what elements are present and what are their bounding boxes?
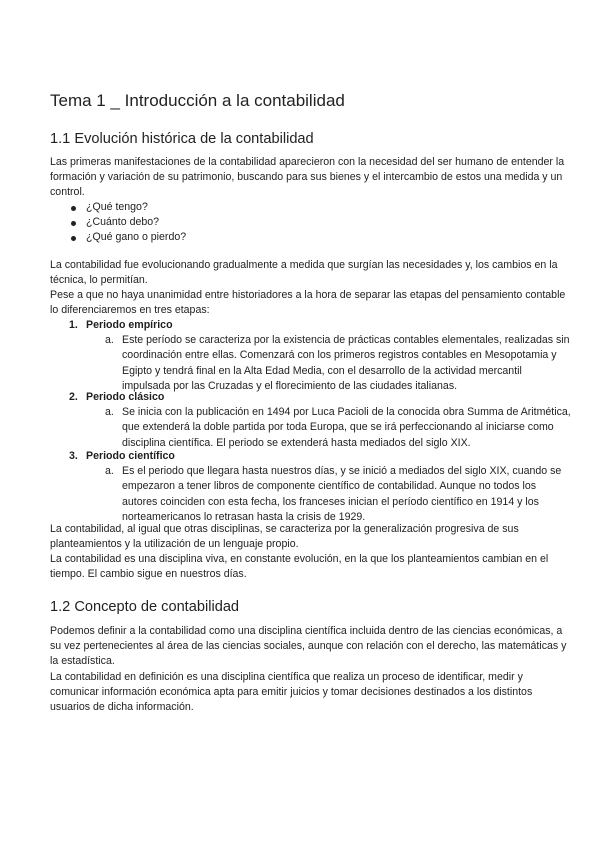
period-description: a. Se inicia con la publicación en 1494 por Luca Pacioli de la conocida obra Summa de Aritmética, que extenderá la doble partida por toda Europa, que se irá perfeccionando al iniciarse como disciplina científica. El periodo se extenderá hasta mediados del siglo XIX. (105, 406, 571, 449)
paragraph-evolution: La contabilidad fue evolucionando gradualmente a medida que surgían las necesidades y, los cambios en la técnica, lo permitían. (50, 259, 558, 287)
paragraph-stages: Pese a que no haya unanimidad entre historiadores a la hora de separar las etapas del pensamiento contable lo diferenciaremos en tres etapas: (50, 289, 566, 317)
period-title: 1. Periodo empírico (69, 319, 173, 331)
question-list (50, 200, 186, 246)
paragraph-living-discipline: La contabilidad es una disciplina viva, en constante evolución, en la que los planteamientos cambian en el tiempo. El cambio sigue en nuestros días. (50, 553, 549, 581)
list-item: ¿Qué tengo? (50, 200, 186, 215)
period-description: a. Este período se caracteriza por la existencia de prácticas contables elementales, realizadas sin coordinación entre ellas. Comenzará con los primeros registros contables en Mesopotamia y Egipto y tendrá final en la Alta Edad Media, con el desarrollo de la actividad mercantil impulsada por las Cruzadas y el florecimiento de las ciudades italianas. (105, 334, 570, 392)
paragraph-process: La contabilidad en definición es una disciplina científica que realiza un proceso de identificar, medir y comunicar información económica apta para emitir juicios y tomar decisiones destinados a los distintos usuarios de dicha información. (50, 671, 533, 714)
paragraph-generalization: La contabilidad, al igual que otras disciplinas, se caracteriza por la generalización progresiva de sus planteamientos y la utilización de un lenguaje propio. (50, 523, 519, 551)
period-description: a. Es el periodo que llegara hasta nuestros días, y se inició a mediados del siglo XIX, cuando se empezaron a tener libros de componente científico de contabilidad. Aunque no todos los autores coinciden con esta fecha, los franceses inician el período científico en 1914 y los norteamericanos lo retrasan hasta la crisis de 1929. (105, 465, 562, 523)
section-heading-evolucion: 1.1 Evolución histórica de la contabilidad (50, 131, 314, 147)
paragraph-definition: Podemos definir a la contabilidad como una disciplina científica incluida dentro de las ciencias económicas, a su vez pertenecientes al área de las ciencias sociales, aunque con relación con el derecho, las matemáticas y la estadística. (50, 625, 567, 668)
period-title: 3. Periodo científico (69, 450, 175, 462)
list-item: ¿Qué gano o pierdo? (50, 230, 186, 245)
list-item: ¿Cuánto debo? (50, 215, 186, 230)
period-title: 2. Periodo clásico (69, 391, 165, 403)
paragraph-intro: Las primeras manifestaciones de la contabilidad aparecieron con la necesidad del ser humano de entender la formación y variación de su patrimonio, buscando para sus bienes y el intercambio de estos una medida y un control. (50, 156, 565, 199)
document-title: Tema 1 _ Introducción a la contabilidad (50, 91, 345, 110)
section-heading-concepto: 1.2 Concepto de contabilidad (50, 599, 240, 615)
